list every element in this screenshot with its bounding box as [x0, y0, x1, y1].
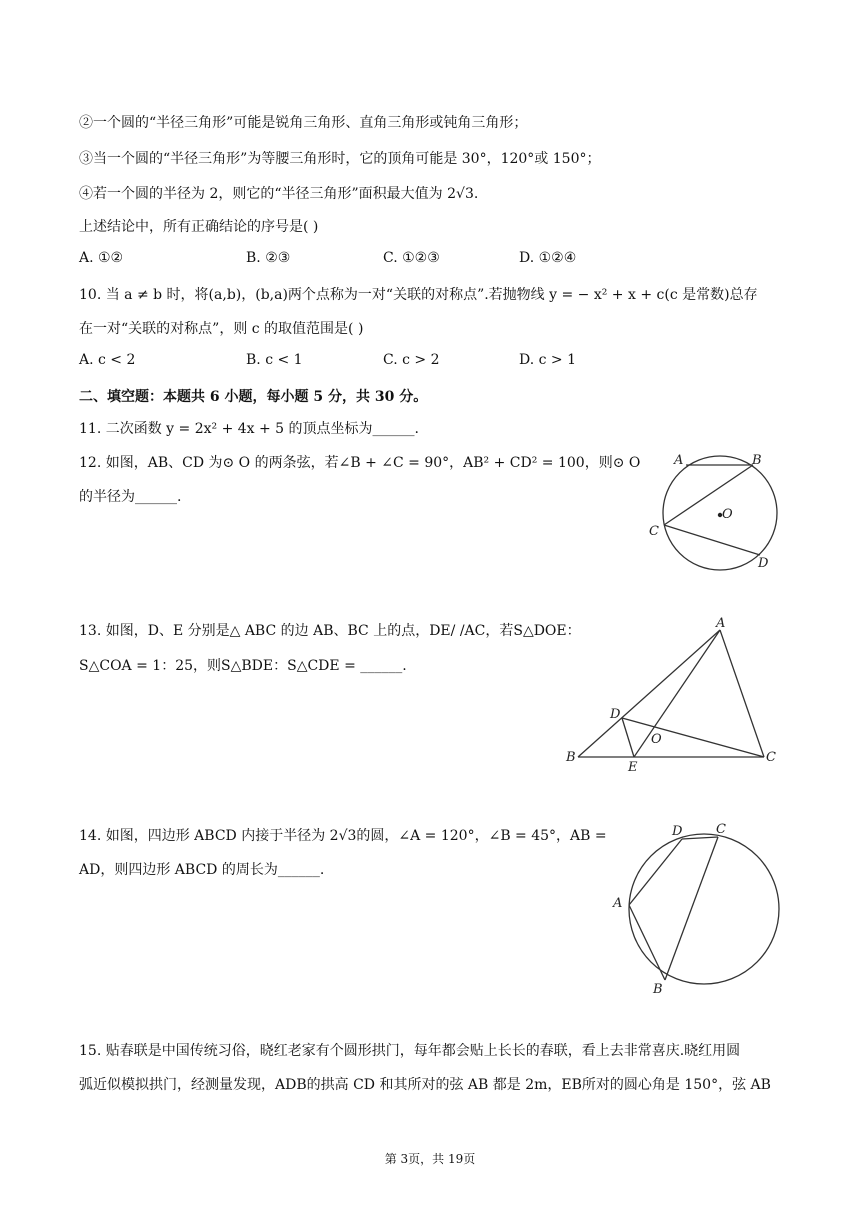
q13-line-1: 13. 如图，D、E 分别是△ ABC 的边 AB、BC 上的点，DE/ /AC，若S△DOE：: [79, 623, 581, 639]
q13-label-d: D: [610, 707, 621, 722]
q13-side-ac: [720, 630, 764, 757]
q12-line-2: 的半径为______.: [79, 489, 182, 505]
q14-circle-diagram: [605, 815, 790, 1000]
q13-label-b: B: [566, 750, 576, 765]
q12-line-1: 12. 如图，AB、CD 为⊙ O 的两条弦，若∠B + ∠C = 90°，AB² + CD² = 100，则⊙ O: [79, 455, 641, 471]
q9-option-b: B. ②③: [246, 250, 291, 266]
q13-label-c: C: [766, 750, 776, 765]
q14-label-c: C: [716, 822, 726, 837]
q12-label-c: C: [649, 524, 659, 539]
q10-line-2: 在一对“关联的对称点”，则 c 的取值范围是( ): [79, 321, 364, 337]
q13-segment-ea: [634, 630, 720, 757]
q10-option-d: D. c > 1: [519, 352, 577, 368]
page-footer: 第 3页，共 19页: [384, 1152, 476, 1166]
q13-segment-dc: [622, 718, 764, 757]
q14-circle: [629, 834, 779, 984]
q14-side-da: [629, 839, 682, 905]
q9-statement-3: ③当一个圆的“半径三角形”为等腰三角形时，它的顶角可能是 30°，120°或 150°；: [79, 151, 601, 167]
q14-side-bc: [665, 837, 718, 980]
q13-side-ab: [578, 630, 720, 757]
q14-label-a: A: [613, 896, 623, 911]
q10-option-c: C. c > 2: [383, 352, 440, 368]
q13-segment-de: [622, 718, 634, 757]
q9-question: 上述结论中，所有正确结论的序号是( ): [79, 219, 319, 235]
q11-text: 11. 二次函数 y = 2x² + 4x + 5 的顶点坐标为______.: [79, 421, 419, 437]
q14-line-2: AD，则四边形 ABCD 的周长为______.: [79, 862, 325, 878]
q12-chord-cb: [664, 465, 753, 525]
q9-statement-2: ②一个圆的“半径三角形”可能是锐角三角形、直角三角形或钝角三角形；: [79, 115, 528, 131]
q12-circle-diagram: [640, 445, 790, 580]
q12-label-b: B: [752, 453, 762, 468]
q12-label-d: D: [758, 556, 769, 571]
q14-label-b: B: [653, 982, 663, 997]
q12-chord-cd: [664, 525, 760, 555]
q9-statement-4: ④若一个圆的半径为 2，则它的“半径三角形”面积最大值为 2√3.: [79, 186, 479, 202]
q13-label-a: A: [716, 616, 726, 631]
q15-line-1: 15. 贴春联是中国传统习俗，晓红老家有个圆形拱门，每年都会贴上长长的春联，看上去非常喜庆.晓红用圆: [79, 1043, 741, 1059]
q13-label-e: E: [628, 760, 638, 775]
q13-triangle-diagram: [560, 615, 785, 775]
section-2-header: 二、填空题：本题共 6 小题，每小题 5 分，共 30 分。: [79, 389, 428, 405]
q9-option-d: D. ①②④: [519, 250, 577, 266]
q10-option-b: B. c < 1: [246, 352, 303, 368]
q12-label-o: O: [722, 507, 733, 522]
q13-line-2: S△COA = 1：25，则S△BDE：S△CDE = ______.: [79, 658, 407, 674]
q15-line-2: 弧近似模拟拱门，经测量发现，ADB的拱高 CD 和其所对的弦 AB 都是 2m，EB所对的圆心角是 150°，弦 AB: [79, 1077, 771, 1093]
q14-label-d: D: [672, 824, 683, 839]
q10-line-1: 10. 当 a ≠ b 时，将(a,b)，(b,a)两个点称为一对“关联的对称点”.若抛物线 y = − x² + x + c(c 是常数)总存: [79, 287, 758, 303]
q14-side-cd: [682, 837, 718, 839]
q13-label-o: O: [651, 732, 662, 747]
q10-option-a: A. c < 2: [79, 352, 136, 368]
q9-option-a: A. ①②: [79, 250, 124, 266]
q9-option-c: C. ①②③: [383, 250, 440, 266]
q14-line-1: 14. 如图，四边形 ABCD 内接于半径为 2√3的圆，∠A = 120°，∠B = 45°，AB =: [79, 828, 607, 844]
q12-label-a: A: [674, 453, 684, 468]
q14-side-ab: [629, 905, 665, 980]
